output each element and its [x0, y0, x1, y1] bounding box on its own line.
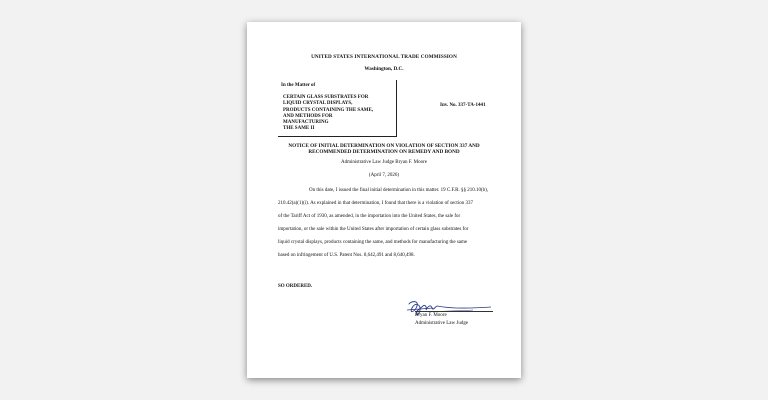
location-heading: Washington, D.C.	[364, 66, 404, 72]
notice-title	[247, 143, 521, 155]
notice-date: (April 7, 2026)	[368, 173, 400, 178]
body-line: 210.42(a)(1)(i). As explained in that determination, I found that there is a violation of section 337	[278, 200, 473, 206]
document-page	[247, 22, 521, 378]
caption-line: CERTAIN GLASS SUBSTRATES FOR	[283, 95, 369, 100]
caption-line: LIQUID CRYSTAL DISPLAYS,	[283, 101, 353, 107]
judge-line: Administrative Law Judge Bryan F. Moore	[341, 160, 427, 165]
caption-line: PRODUCTS CONTAINING THE SAME,	[283, 107, 374, 113]
body-line: liquid crystal displays, products containing the same, and methods for manufacturing the same	[278, 239, 468, 245]
caption-line: MANUFACTURING	[283, 120, 329, 126]
signer-name: Bryan F. Moore	[415, 313, 447, 318]
title-line: NOTICE OF INITIAL DETERMINATION ON VIOLATION OF SECTION 337 AND	[288, 143, 480, 149]
signer-title: Administrative Law Judge	[415, 321, 469, 326]
caption-line: AND METHODS FOR	[283, 113, 333, 119]
caption-line: THE SAME II	[283, 126, 315, 132]
body-paragraph	[278, 185, 490, 262]
so-ordered: SO ORDERED.	[278, 284, 313, 289]
body-line: On this date, I issued the final initial determination in this matter. 19 C.F.R. §§ 210.10(b),	[309, 188, 489, 193]
title-line: RECOMMENDED DETERMINATION ON REMEDY AND BOND	[308, 149, 460, 156]
signature-line	[415, 311, 493, 312]
body-line: importation, or the sale within the United States after importation of certain glass substrates for	[278, 226, 469, 232]
investigation-number: Inv. No. 337-TA-1441	[440, 103, 486, 108]
body-line: based on infringement of U.S. Patent Nos. 8,642,491 and 8,640,498.	[278, 252, 415, 258]
agency-heading: UNITED STATES INTERNATIONAL TRADE COMMISSION	[311, 54, 457, 60]
matter-label: In the Matter of	[281, 83, 316, 88]
case-caption	[283, 95, 373, 133]
body-line: of the Tariff Act of 1930, as amended, in the importation into the United States, the sale for	[278, 213, 461, 219]
